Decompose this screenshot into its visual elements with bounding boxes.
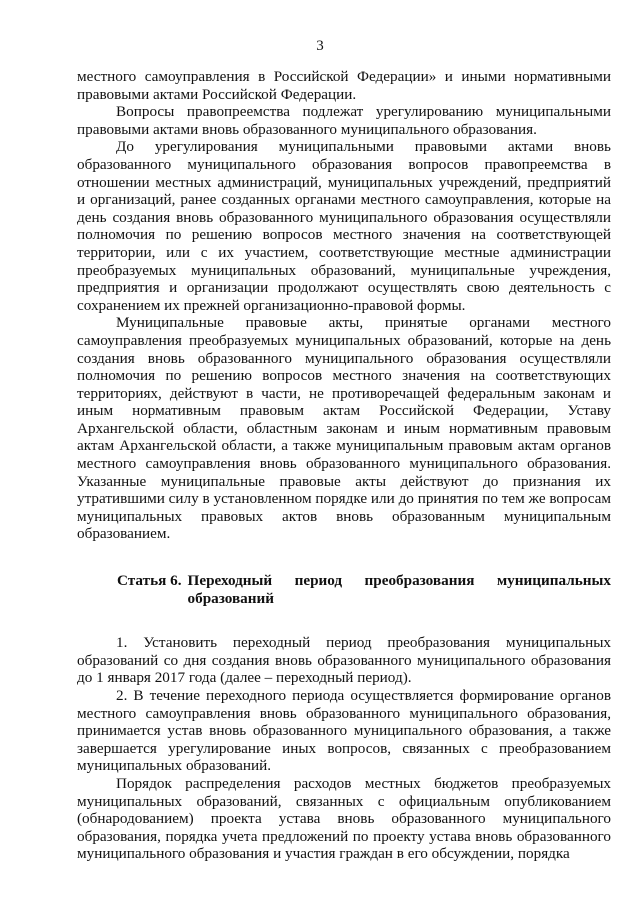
paragraph-item-1: 1. Установить переходный период преобразования муниципальных образований со дня создания вновь образованного муниципального образования до 1 января 2017 года (далее – переходный период). xyxy=(77,634,611,687)
paragraph-administrations: До урегулирования муниципальными правовыми актами вновь образованного муниципального образования вопросов правопреемства в отношении местных администраций, муниципальных учреждений, предприятий и организаций, ранее созданных органами местного самоуправления, которые на день создания вновь образованного муниципального образования осуществляли полномочия по решению вопросов местного значения на соответствующей территории, или с их участием, соответствующие местные администрации преобразуемых муниципальных образований, муниципальные учреждения, предприятия и организации продолжают осуществлять свою деятельность с сохранением их прежней организационно-правовой формы. xyxy=(77,138,611,314)
article-heading xyxy=(117,572,611,607)
spacer xyxy=(77,543,611,572)
article-title: Переходный период преобразования муниципальных образований xyxy=(187,572,611,607)
spacer xyxy=(77,607,611,634)
article-number: Статья 6. xyxy=(117,572,182,590)
paragraph-succession: Вопросы правопреемства подлежат урегулированию муниципальными правовыми актами вновь образованного муниципального образования. xyxy=(77,103,611,138)
paragraph-item-2: 2. В течение переходного периода осуществляется формирование органов местного самоуправления вновь образованного муниципального образования, принимается устав вновь образованного муниципального образования, а также завершается урегулирование иных вопросов, связанных с преобразованием муниципальных образований. xyxy=(77,687,611,775)
paragraph-legal-acts: Муниципальные правовые акты, принятые органами местного самоуправления преобразуемых муниципальных образований, которые на день создания вновь образованного муниципального образования осуществляли полномочия по решению вопросов местного значения на соответствующих территориях, действуют в части, не противоречащей федеральным законам и иным нормативным правовым актам Российской Федерации, Уставу Архангельской области, областным законам и иным нормативным правовым актам Архангельской области, а также муниципальным правовым актам органов местного самоуправления вновь образованного муниципального образования. Указанные муниципальные правовые акты действуют до признания их утратившими силу в установленном порядке или до принятия по тем же вопросам муниципальных правовых актов вновь образованным муниципальным образованием. xyxy=(77,314,611,543)
paragraph-budget-expenses: Порядок распределения расходов местных бюджетов преобразуемых муниципальных образований, связанных с официальным опубликованием (обнародованием) проекта устава вновь образованного муниципального образования, порядка учета предложений по проекту устава вновь образованного муниципального образования и участия граждан в его обсуждении, порядка xyxy=(77,774,611,863)
paragraph-continuation: местного самоуправления в Российской Федерации» и иными нормативными правовыми актами Российской Федерации. xyxy=(77,68,611,103)
document-body xyxy=(77,68,611,863)
page-number: 3 xyxy=(316,38,324,54)
